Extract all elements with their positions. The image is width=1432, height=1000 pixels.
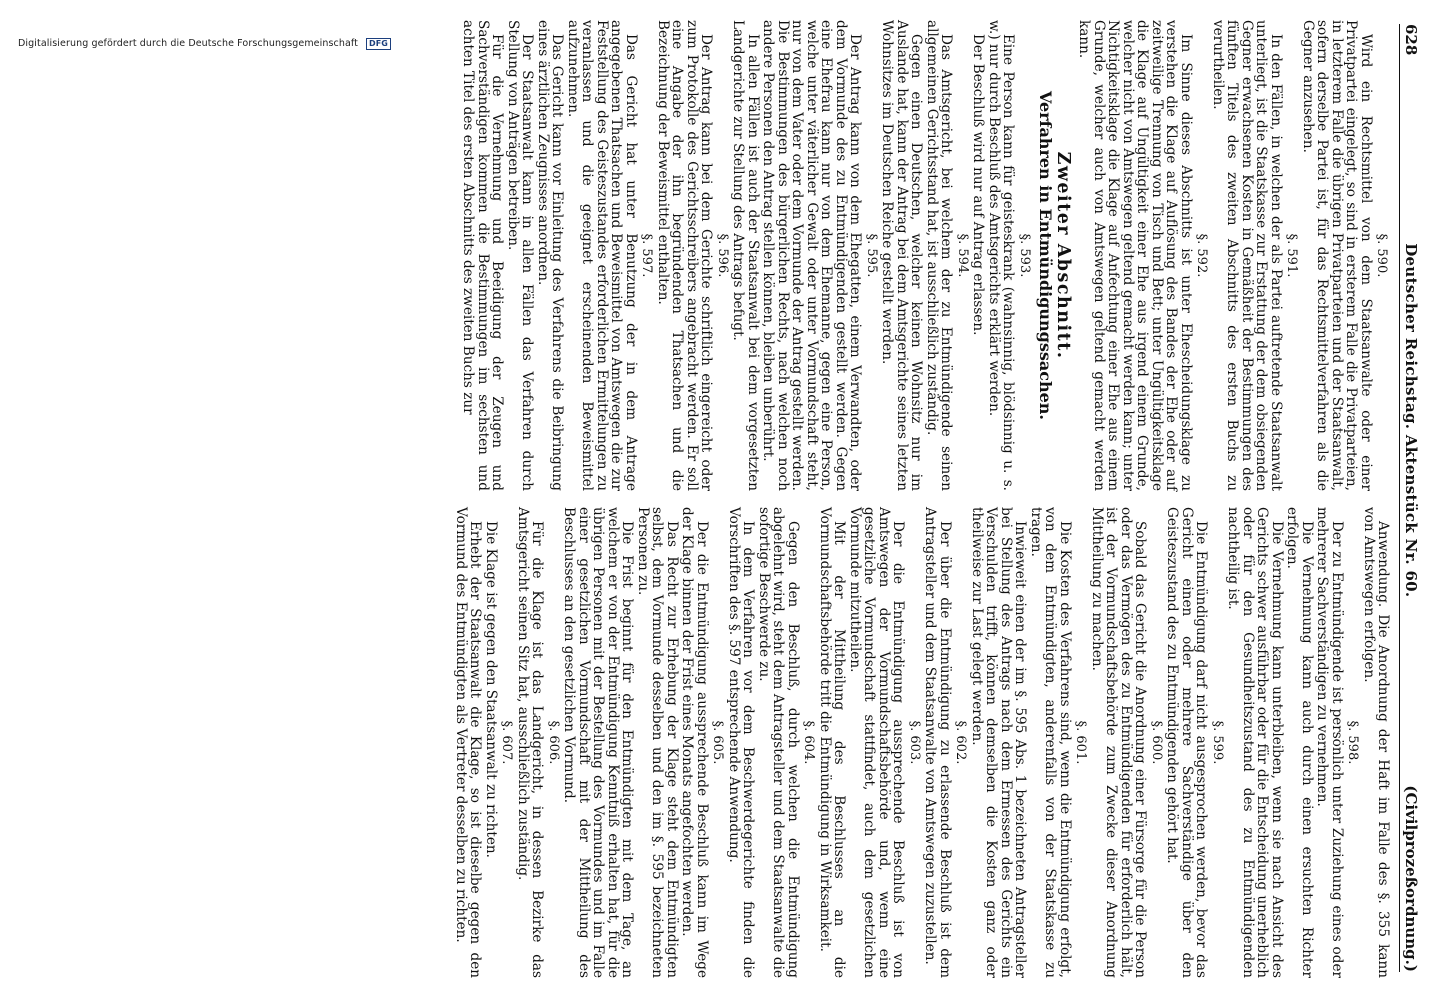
paragraph-text: Mit der Mittheilung des Beschlusses an die Vormundschaftsbehörde tritt die Entmündigung in Wirksamkeit. (817, 507, 848, 978)
paragraph-text: Die Frist beginnt für den Entmündigten mit dem Tage, an welchem er von der Entmündigung Kenntniß erhalten hat, für die übrigen Personen mit der Bestellung des Vormundes und im Falle einer gesetzlichen Vormundschaft mit der Mittheilung des Beschlusses an den gesetzlichen Vormund. (561, 507, 636, 978)
paragraph-number: §. 601. (1073, 720, 1089, 765)
paragraph-text: Für die Vernehmung und Beeidigung der Zeugen und Sachverständigen kommen die Bestimmungen im sechsten und achten Titel des ersten Abschnitts des zweiten Buchs zur (460, 20, 506, 491)
paragraph-number: §. 598. (1345, 720, 1361, 765)
paragraph-text: Der Antrag kann von dem Ehegatten, einem Verwandten, oder dem Vormunde des zu Entmündigenden gestellt werden. Gegen eine Ehefrau kann nur von dem Ehemanne, gegen eine Person, welche unter väterlicher Gewalt oder unter Vormundschaft steht, nur von dem Vater oder dem Vormunde der Antrag gestellt werden. Die Bestimmungen des bürgerlichen Rechts, nach welchen noch andere Personen den Antrag stellen können, bleiben unberührt. (760, 20, 864, 491)
document-subject: (Civilprozeßordnung.) (1402, 785, 1420, 972)
paragraph-text: Das Amtsgericht, bei welchem der zu Entmündigende seinen allgemeinen Gerichtsstand hat, ist ausschließlich zuständig. (924, 20, 955, 491)
paragraph-text: Erhebt der Staatsanwalt die Klage, so ist dieselbe gegen den Vormund des Entmündigten als Vertreter desselben zu richten. (453, 507, 484, 978)
paragraph-text: Für die Klage ist das Landgericht, in dessen Bezirke das Amtsgericht seinen Sitz hat, ausschließlich zuständig. (515, 507, 546, 978)
paragraph-number: §. 591. (1284, 233, 1300, 278)
paragraph-number: §. 602. (953, 720, 969, 765)
left-column (453, 20, 1391, 491)
paragraph-text: Die Klage ist gegen den Staatsanwalt zu richten. (483, 521, 499, 858)
paragraph-number: §. 605. (710, 720, 726, 765)
paragraph-number: §. 596. (715, 233, 730, 278)
paragraph-text: Der Staatsanwalt kann in allen Fällen das Verfahren durch Stellung von Anträgen betreiben. (505, 20, 536, 491)
paragraph-text: In allen Fällen ist auch der Staatsanwalt bei dem vorgesetzten Landgerichte zur Stellung des Antrags befugt. (730, 20, 761, 491)
paragraph-text: Der über die Entmündigung zu erlassende Beschluß ist dem Antragsteller und dem Staatsanwalte von Amtswegen zuzustellen. (922, 507, 953, 978)
paragraph-text: Das Gericht hat unter Benutzung der in dem Antrage angegebenen Thatsachen und Beweismittel von Amtswegen die zur Feststellung des Geisteszustandes erforderlichen Ermittelungen zu veranlassen und die geeignet erscheinenden Beweismittel aufzunehmen. (565, 20, 639, 491)
paragraph-text: Der zu Entmündigende ist persönlich unter Zuziehung eines oder mehrerer Sachverständigen zu vernehmen. (1314, 507, 1345, 978)
paragraph-number: §. 607. (499, 720, 515, 765)
paragraph-number: §. 597. (639, 233, 655, 278)
paragraph-number: §. 604. (801, 720, 817, 765)
section-subtitle: Verfahren in Entmündigungssachen. (1036, 91, 1056, 420)
paragraph-number: §. 595. (864, 233, 879, 278)
source-title: Deutscher Reichstag. Aktenstück Nr. 60. (1402, 243, 1420, 598)
paragraph-text: Die Kosten des Verfahrens sind, wenn die Entmündigung erfolgt, von dem Entmündigten, anderenfalls von der Staatskasse zu tragen. (1028, 507, 1073, 978)
digitization-credit (18, 38, 958, 50)
paragraph-number: §. 594. (955, 233, 970, 278)
paragraph-text: Wird ein Rechtsmittel von dem Staatsanwalte oder einer Privatpartei eingelegt, so sind in ersterem Falle die Privatparteien, in letzterem Falle die übrigen Privatparteien und der Staatsanwalt, sofern derselbe Partei ist, für das Rechtsmittelverfahren als die Gegner anzusehen. (1300, 20, 1374, 491)
page-number: 628 (1402, 24, 1420, 56)
paragraph-number: §. 606. (546, 720, 561, 765)
paragraph-number: §. 592. (1194, 233, 1210, 278)
paragraph-number: §. 600. (1149, 720, 1164, 765)
paragraph-number: §. 590. (1374, 233, 1390, 278)
section-title: Zweiter Abschnitt. (1053, 151, 1073, 360)
paragraph-text: Eine Person kann für geisteskrank (wahnsinnig, blödsinnig u. s. w.) nur durch Beschluß des Amtsgerichts erklärt werden. (986, 20, 1017, 491)
paragraph-text: Gegen einen Deutschen, welcher keinen Wohnsitz nur im Auslande hat, kann der Antrag bei dem Amtsgerichte seines letzten Wohnsitzes im Deutschen Reiche gestellt werden. (879, 20, 925, 491)
paragraph-text: In dem Verfahren vor dem Beschwerdegerichte finden die Vorschriften des §. 597 entsprechende Anwendung. (726, 507, 757, 978)
paragraph-text: Gegen den Beschluß, durch welchen die Entmündigung abgelehnt wird, steht dem Antragsteller und dem Staatsanwalte die sofortige Beschwerde zu. (756, 507, 801, 978)
paragraph-text: Der Beschluß wird nur auf Antrag erlassen. (970, 34, 987, 336)
paragraph-text: Sobald das Gericht die Anordnung einer Fürsorge für die Person oder das Vermögen des zu Entmündigenden für erforderlich hält, ist der Vormundschaftsbehörde zum Zwecke dieser Anordnung Mittheilung zu machen. (1089, 507, 1149, 978)
paragraph-text: Die Vernehmung kann auch durch einen ersuchten Richter erfolgen. (1284, 507, 1315, 978)
paragraph-text: Das Gericht kann vor Einleitung des Verfahrens die Beibringung eines ärztlichen Zeugnisses anordnen. (535, 20, 566, 491)
paragraph-text: Die Entmündigung darf nicht ausgesprochen werden, bevor das Gericht einen oder mehrere Sachverständige über den Geisteszustand des zu Entmündigenden gehört hat. (1164, 507, 1210, 978)
right-column (453, 507, 1391, 978)
running-head (1400, 24, 1419, 972)
paragraph-text: Der Antrag kann bei dem Gerichte schriftlich eingereicht oder zum Protokolle des Gerichtsschreibers angebracht werden. Er soll eine Angabe der ihn begründenden Thatsachen und die Bezeichnung der Beweismittel enthalten. (655, 20, 715, 491)
paragraph-text: Anwendung. Die Anordnung der Haft im Falle des §. 355 kann von Amtswegen erfolgen. (1361, 507, 1392, 978)
paragraph-text: In den Fällen, in welchen der als Partei auftretende Staatsanwalt unterliegt, ist die Staatskasse zur Erstattung der dem obsiegenden Gegner erwachsenen Kosten in Gemäßheit der Bestimmungen des fünften Titels des zweiten Abschnitts des ersten Buchs zu verurtheilen. (1210, 20, 1284, 491)
paragraph-text: Der die Entmündigung aussprechende Beschluß kann im Wege der Klage binnen der Frist eines Monats angefochten werden. (679, 507, 710, 978)
paragraph-text: Im Sinne dieses Abschnitts ist unter Ehescheidungsklage zu verstehen die Klage auf Auflösung des Bandes der Ehe oder auf zeitweilige Trennung von Tisch und Bett; unter Ungültigkeitsklage die Klage auf Ungültigkeit einer Ehe aus irgend einem Grunde, welcher nicht von Amtswegen geltend gemacht werden kann; unter Nichtigkeitsklage die Klage auf Anfechtung einer Ehe aus einem Grunde, welcher auch von Amtswegen geltend gemacht werden kann. (1076, 20, 1194, 491)
dfg-logo: DFG (366, 38, 391, 50)
paragraph-number: §. 599. (1210, 720, 1225, 765)
paragraph-text: Die Vernehmung kann unterbleiben, wenn sie nach Ansicht des Gerichts schwer ausführbar oder für die Entscheidung unerheblich oder für den Gesundheitszustand des zu Entmündigenden nachtheilig ist. (1225, 507, 1285, 978)
paragraph-text: Das Recht zur Erhebung der Klage steht dem Entmündigten selbst, dem Vormunde desselben und den im §. 595 bezeichneten Personen zu. (635, 507, 680, 978)
paragraph-text: Der die Entmündigung aussprechende Beschluß ist von Amtswegen der Vormundschaftsbehörde und, wenn eine gesetzliche Vormundschaft stattfindet, auch dem gesetzlichen Vormunde mitzutheilen. (847, 507, 907, 978)
paragraph-number: §. 593. (1017, 233, 1032, 278)
credit-text: Digitalisierung gefördert durch die Deutsche Forschungsgemeinschaft (18, 38, 358, 49)
paragraph-text: Inwieweit einen der im §. 595 Abs. 1 bezeichneten Antragsteller bei Stellung des Antrags nach dem Ermessen des Gerichts ein Verschulden trifft, können demselben die Kosten ganz oder theilweise zur Last gelegt werden. (969, 507, 1029, 978)
paragraph-number: §. 603. (907, 720, 922, 765)
